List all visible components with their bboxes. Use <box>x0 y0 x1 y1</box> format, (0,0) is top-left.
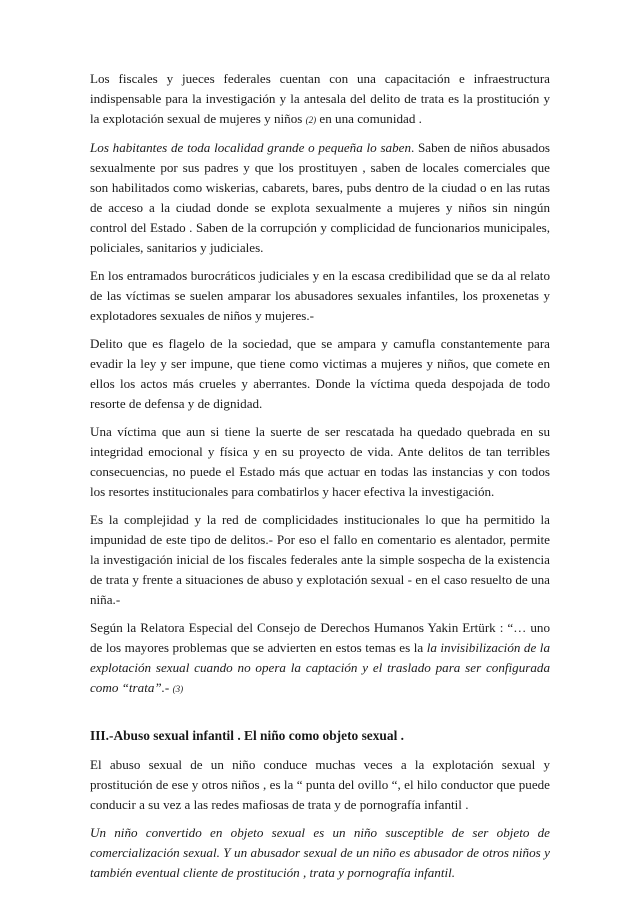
footnote-ref-2: (2) <box>305 115 317 125</box>
paragraph-2-lead: Los habitantes de toda localidad grande o pequeña lo saben <box>90 140 411 155</box>
paragraph-5: Una víctima que aun si tiene la suerte de ser rescatada ha quedado quebrada en su integridad emocional y física y en su proyecto de vida. Ante delitos de tan terribles consecuencias, no puede el Estado más que actuar en todas las instancias y con todos los resortes institucionales para combatirlos y hacer efectiva la investigación. <box>90 424 550 499</box>
paragraph-1-text: Los fiscales y jueces federales cuentan con una capacitación e infraestructura indispensable para la investigación y la antesala del delito de trata es la prostitución y la explotación sexual de mujeres y niños <box>90 71 550 126</box>
paragraph-9: Un niño convertido en objeto sexual es un niño susceptible de ser objeto de comercialización sexual. Y un abusador sexual de un niño es abusador de otros niños y también eventual cliente de prostitución , trata y pornografía infantil. <box>90 825 550 880</box>
paragraph-1-text-end: en una comunidad . <box>316 111 422 126</box>
paragraph-1 <box>90 69 550 130</box>
paragraph-2 <box>90 138 550 258</box>
paragraph-8: El abuso sexual de un niño conduce muchas veces a la explotación sexual y prostitución de ese y otros niños , es la “ punta del ovillo “, el hilo conductor que puede conducir a su vez a las redes mafiosas de trata y de pornografía infantil . <box>90 757 550 812</box>
footnote-ref-3: (3) <box>172 684 184 694</box>
paragraph-7-quote: la invisibilización de la explotación sexual cuando no opera la captación y el traslado para ser configurada como “trata”.- <box>90 640 550 695</box>
paragraph-3: En los entramados burocráticos judiciales y en la escasa credibilidad que se da al relato de las víctimas se suelen amparar los abusadores sexuales infantiles, los proxenetas y explotadores sexuales de niños y mujeres.- <box>90 268 550 323</box>
paragraph-2-text: . Saben de niños abusados sexualmente por sus padres y que los prostituyen , saben de locales comerciales que son habilitados como wiskerias, cabarets, bares, pubs dentro de la ciudad o en las rutas de acceso a la ciudad donde se explota sexualmente a mujeres y niños sin ningún control del Estado . Saben de la corrupción y complicidad de funcionarios municipales, policiales, sanitarios y judiciales. <box>90 140 550 255</box>
paragraph-7-text: Según la Relatora Especial del Consejo de Derechos Humanos Yakin Ertürk : “… uno de los mayores problemas que se advierten en estos temas es la <box>90 620 550 655</box>
paragraph-4: Delito que es flagelo de la sociedad, que se ampara y camufla constantemente para evadir la ley y ser impune, que tiene como victimas a mujeres y niños, que comete en ellos los actos más crueles y aberrantes. Donde la víctima queda despojada de todo resorte de defensa y de dignidad. <box>90 336 550 411</box>
section-heading: III.-Abuso sexual infantil . El niño como objeto sexual . <box>90 728 404 743</box>
paragraph-7 <box>90 618 550 699</box>
paragraph-6: Es la complejidad y la red de complicidades institucionales lo que ha permitido la impunidad de este tipo de delitos.- Por eso el fallo en comentario es alentador, permite la investigación inicial de los fiscales federales ante la simple sospecha de la existencia de trata y frente a situaciones de abuso y explotación sexual - en el caso resuelto de una niña.- <box>90 512 550 607</box>
